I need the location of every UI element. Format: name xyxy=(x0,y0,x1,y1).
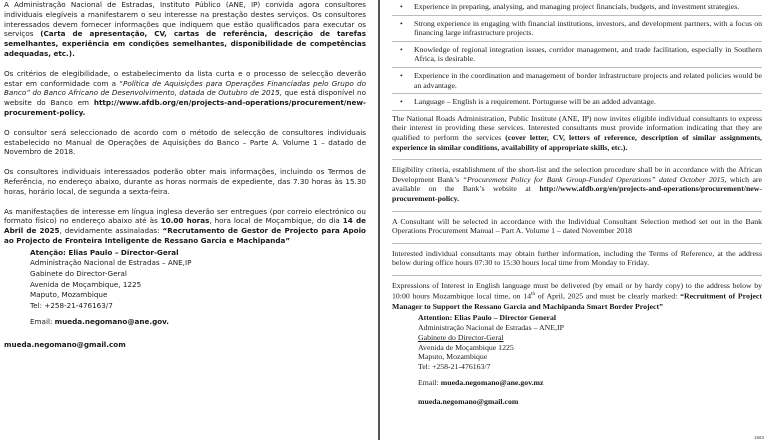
address-line-1-en: Administração Nacional de Estradas – ANE,IP xyxy=(418,323,564,333)
requirements-list xyxy=(392,2,762,111)
portuguese-column xyxy=(4,0,366,444)
address-line-4-pt: Maputo, Mozambique xyxy=(30,290,108,300)
phone-line-pt: Tel: +258-21-476163/7 xyxy=(30,300,113,310)
separator-line xyxy=(392,275,762,276)
address-line-4-en: Maputo, Mozambique xyxy=(418,352,488,362)
separator-line xyxy=(392,211,762,212)
email-line-en: Email: mueda.negomano@ane.gov.mz xyxy=(418,378,544,388)
invitation-paragraph-pt: A Administração Nacional de Estradas, Instituto Público (ANE, IP) convida agora consultores individuais elegíveis a manifestarem o seu interesse na prestação destes serviços. Os consultores interessados devem fornecer informações que indiquem que estão qualificados para executar os serviços (Carta de apresentação, CV, cartas de referência, descrição de tarefas semelhantes, experiência em condições semelhantes, disponibilidade de competências adequadas, etc.). xyxy=(4,0,366,58)
address-line-2-pt: Gabinete do Director-Geral xyxy=(30,268,127,278)
info-paragraph-en: Interested individual consultants may obtain further information, including the Terms of Reference, at the address below during office hours 07:30 to 15:30 hours local time from Monday to Friday. xyxy=(392,248,762,268)
submission-paragraph-pt: As manifestações de interesse em língua inglesa deverão ser entregues (por correio electrónico ou formato físico) no endereço abaixo até às 10.00 horas, hora local de Moçambique, do dia 14 de Abril de 2025, devidamente assinaladas: “Recrutamento de Gestor de Projecto para Apoio ao Projecto de Fronteira Inteligente de Ressano Garcia e Machipanda” xyxy=(4,206,366,245)
selection-method-paragraph-en: A Consultant will be selected in accordance with the Individual Consultant Selection method set out in the Bank Operations Procurement Manual – Part A. Volume 1 – dated November 2018 xyxy=(392,216,762,236)
address-line-3-en: Avenida de Moçambique 1225 xyxy=(418,342,514,352)
footer-code: 1663 xyxy=(753,435,764,440)
column-divider xyxy=(378,0,380,440)
email-line-pt: Email: mueda.negomano@ane.gov. xyxy=(30,317,170,327)
eligibility-paragraph-en: Eligibility criteria, establishment of the short-list and the selection procedure shall be in accordance with the African Development Bank’s “Procurement Policy for Bank Group-Funded Operations” dated October 2015, which are available on the Bank’s website at http://www.afdb.org/en/projects-and-operations/procurement/new-procurement-policy. xyxy=(392,165,762,203)
info-paragraph-pt: Os consultores individuais interessados poderão obter mais informações, incluindo os Termos de Referência, no endereço abaixo, durante as horas normais de expediente, das 7.30 horas às 15.30 horas, horário local, de segunda a sexta-feira. xyxy=(4,167,366,196)
list-item: • Experience in the coordination and management of border infrastructure projects and related policies would be an advantage. xyxy=(392,71,762,94)
invitation-paragraph-en: The National Roads Administration, Public Institute (ANE, IP) now invites eligible individual consultants to express their interest in providing these services. Interested consultants must provide information indicating that they are qualified to perform the services (cover letter, CV, letters of reference, description of similar assignments, experience in similar conditions, availability of appropriate skills, etc.). xyxy=(392,113,762,152)
policy-link-en[interactable]: http://www.afdb.org/en/projects-and-operations/procurement/new-procurement-policy. xyxy=(392,184,762,203)
separator-line xyxy=(392,159,762,160)
address-block-pt xyxy=(4,248,366,328)
list-item: • Knowledge of regional integration issues, corridor management, and trade facilitation, especially in Southern Africa, is desirable. xyxy=(392,45,762,68)
alt-email-link-en[interactable]: mueda.negomano@gmail.com xyxy=(418,396,519,406)
list-item: • Language – English is a requirement. Portuguese will be an added advantage. xyxy=(392,97,762,111)
email-link-pt[interactable]: mueda.negomano@ane.gov. xyxy=(54,317,170,327)
address-line-1-pt: Administração Nacional de Estradas – ANE,IP xyxy=(30,258,192,268)
submission-paragraph-en: Expressions of Interest in English language must be delivered (by email or by hardy copy) to the address below by 10:00 hours Mozambique local time, on 14th of April, 2025 and must be clearly marked: “Recruitment of Project Manager to Support the Ressano Garcia and Machipanda Smart Border Project” xyxy=(392,280,762,311)
separator-line xyxy=(392,243,762,244)
attention-line-pt: Atenção: Elias Paulo – Director-Geral xyxy=(30,247,179,257)
address-line-3-pt: Avenida de Moçambique, 1225 xyxy=(30,279,142,289)
list-item: • Experience in preparing, analysing, and managing project financials, budgets, and investment strategies. xyxy=(392,2,762,16)
alt-email-link-pt[interactable]: mueda.negomano@gmail.com xyxy=(4,339,126,349)
phone-line-en: Tel: +258-21-476163/7 xyxy=(418,362,491,372)
list-item: • Strong experience in engaging with financial institutions, investors, and development partners, with a focus on financing large infrastructure projects. xyxy=(392,19,762,42)
address-block-en xyxy=(392,313,762,388)
email-link-en[interactable]: mueda.negomano@ane.gov.mz xyxy=(440,378,544,388)
eligibility-paragraph-pt: Os critérios de elegibilidade, o estabelecimento da lista curta e o processo de selecção deverão estar em conformidade com a “Política de Aquisições para Operações Financiadas pelo Grupo do Banco” do Banco Africano de Desenvolvimento, datada de Outubro de 2015, que está disponível no website do Banco em http://www.afdb.org/en/projects-and-operations/procurement/new-procurement-policy. xyxy=(4,68,366,117)
policy-link-pt[interactable]: http://www.afdb.org/en/projects-and-operations/procurement/new-procurement-policy. xyxy=(4,98,366,117)
attention-line-en: Attention: Elias Paulo – Director General xyxy=(418,313,557,323)
english-column xyxy=(392,0,762,444)
address-line-2-en: Gabinete do Director-Geral xyxy=(418,332,504,342)
selection-method-paragraph-pt: O consultor será seleccionado de acordo com o método de selecção de consultores individuais estabelecido no Manual de Operações de Aquisições do Banco – Parte A. Volume 1 – datado de Novembro de 2018. xyxy=(4,127,366,157)
